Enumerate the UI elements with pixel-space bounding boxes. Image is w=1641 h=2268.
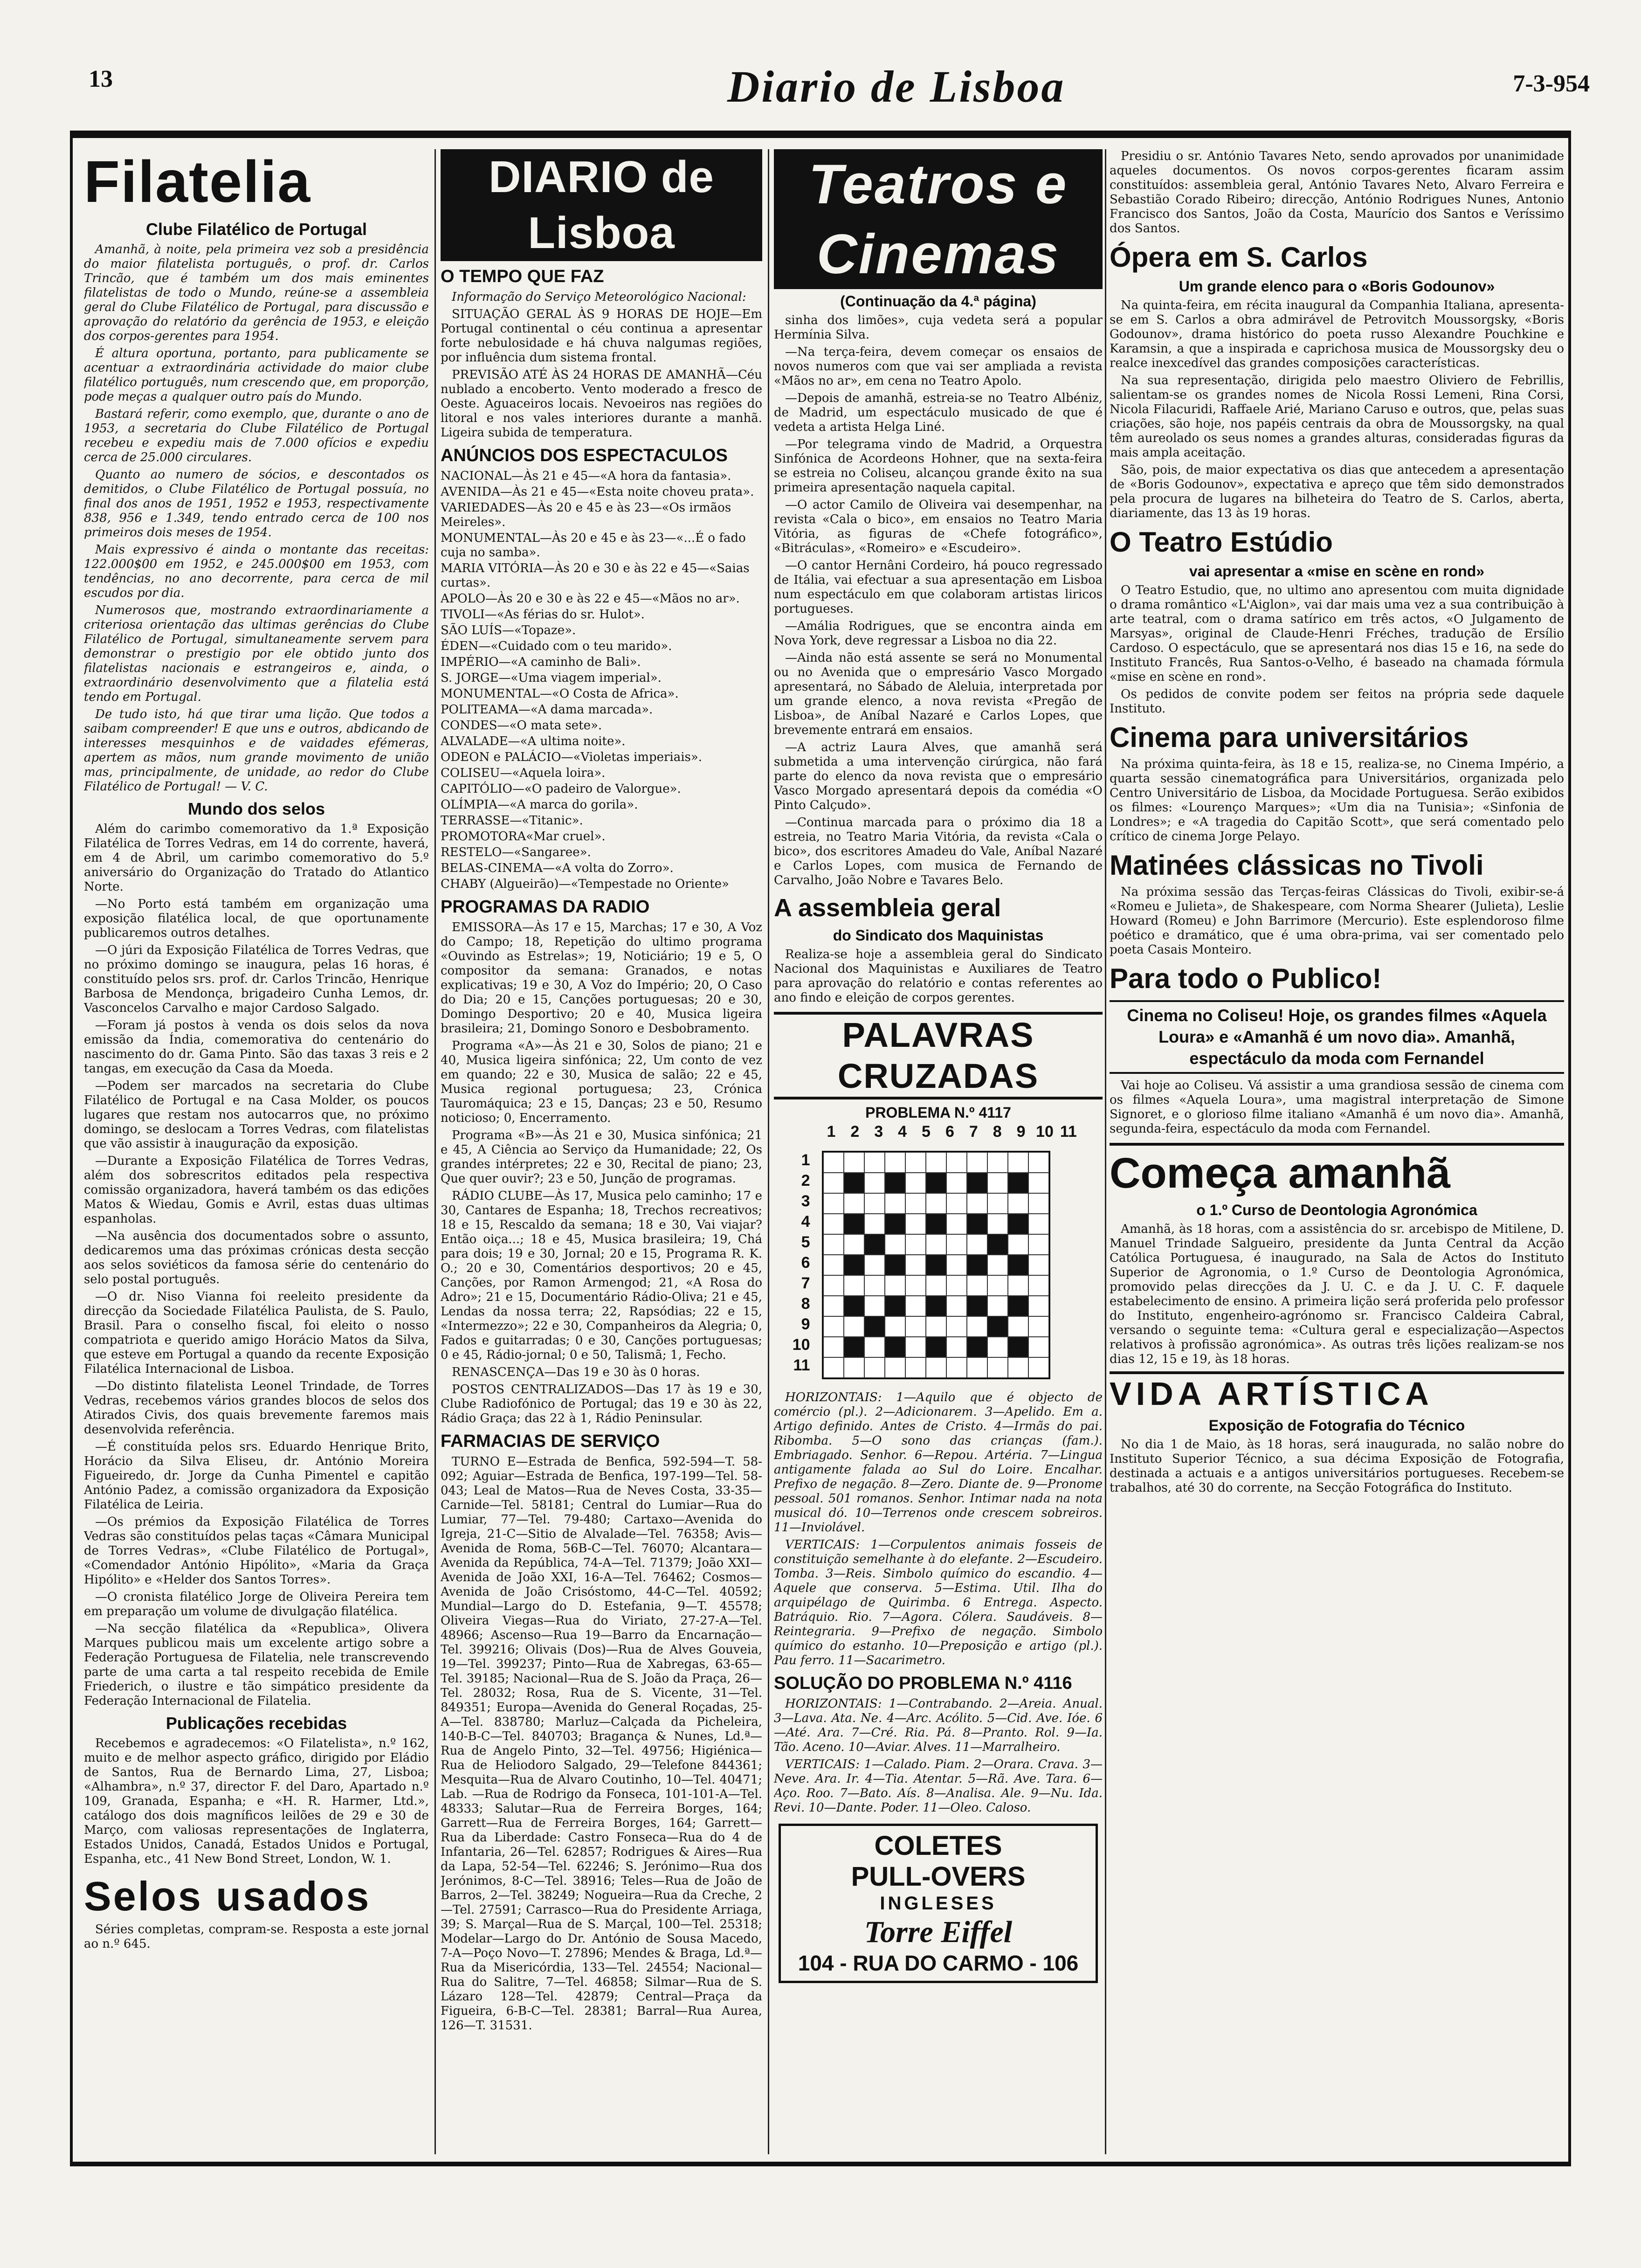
- grid-row-number: 8: [801, 1295, 810, 1313]
- grid-row-number: 9: [801, 1315, 810, 1333]
- list-item: CONDES—«O mata sete».: [441, 719, 602, 733]
- grid-cell: [987, 1357, 1008, 1378]
- paragraph: O Teatro Estudio, que, no ultimo ano apresentou com muita dignidade o drama romântico «L'Aiglon», vai dar mais uma vez a sua contribuição à arte teatral, com o drama satírico em três actos, «O Julgamento de Marsyas», original de Claude-Henri Fréches, tradução de Ersílio Cardoso. O espectáculo, que se apresentará nos dias 15 e 16, na sede do Instituto Francês, Rua Santos-o-Velho, é baseado na chamada fórmula «mise en scène en rond».: [1110, 583, 1564, 684]
- grid-black-cell: [885, 1173, 905, 1193]
- coliseu-announcement: Cinema no Coliseu! Hoje, os grandes filmes «Aquela Loura» e «Amanhã é um novo dia». Amanhã, espectáculo da moda com Fernandel: [1110, 1000, 1564, 1074]
- grid-cell: [844, 1152, 864, 1173]
- grid-cell: [946, 1275, 967, 1296]
- list-item: POLITEAMA—«A dama marcada».: [441, 703, 653, 717]
- grid-column-number: 3: [874, 1123, 883, 1141]
- solution-horizontal: HORIZONTAIS: 1—Contrabando. 2—Areia. Anual. 3—Lava. Ata. Ne. 4—Arc. Acólito. 5—Cid. Ave. Ióe. 6—Até. Ara. 7—Cré. Ria. Pá. 8—Pranto. Rol. 9—Ia. Tão. Aceno. 10—Aviar. Alves. 11—Marralheiro.: [774, 1697, 1103, 1754]
- grid-black-cell: [967, 1173, 987, 1193]
- grid-cell: [1028, 1316, 1049, 1337]
- selos-usados-title: Selos usados: [84, 1873, 371, 1919]
- paragraph: EMISSORA—Às 17 e 15, Marchas; 17 e 30, A Voz do Campo; 18, Repetição do ultimo programa «Ouvindo as Estrelas»; 19, Noticiário; 19 e 5, O compositor da semana: Granados, e notas explicativas; 19 e 30, A Voz do Império; 20, O Caso do Dia; 20 e 15, Canções portuguesas; 20 e 30, Domingo Desportivo; 20 e 40, Musica ligeira brasileira; 21, Domingo Sonoro e Desbobramento.: [441, 920, 762, 1036]
- grid-cell: [823, 1255, 844, 1275]
- list-item: MARIA VITÓRIA—Às 20 e 30 e às 22 e 45—«Saias curtas».: [441, 561, 750, 590]
- grid-black-cell: [967, 1255, 987, 1275]
- paragraph: Programa «A»—Às 21 e 30, Solos de piano; 21 e 40, Musica ligeira sinfónica; 22, Um conto de vez em quando; 22 e 30, Musica de salão; 22 e 45, Musica regional portuguesa; 23, Crónica Tauromáquica; 23 e 15, Danças; 23 e 50, Resumo noticioso; 0, Encerramento.: [441, 1039, 762, 1125]
- paragraph: São, pois, de maior expectativa os dias que antecedem a apresentação de «Boris Godounov», expectativa e apreço que têm sido demonstrados pela procura de lugares na bilheteira do Teatro de S. Carlos, aberta, diariamente, das 13 às 19 horas.: [1110, 463, 1564, 520]
- advertisement-coletes: [779, 1824, 1098, 1983]
- grid-black-cell: [885, 1214, 905, 1234]
- column-numbers: [820, 1125, 1081, 1139]
- list-item: MONUMENTAL—«O Costa de Africa».: [441, 687, 679, 701]
- grid-column-number: 11: [1060, 1123, 1077, 1141]
- grid-cell: [1028, 1214, 1049, 1234]
- grid-black-cell: [1008, 1173, 1028, 1193]
- grid-cell: [905, 1357, 926, 1378]
- paragraph: Vai hoje ao Coliseu. Vá assistir a uma grandiosa sessão de cinema com os filmes «Aquela Loura», uma magistral interpretação de Simone Signoret, e o glorioso filme italiano «Amanhã é um novo dia». Amanhã, segunda-feira, espectáculo da moda com Fernandel.: [1110, 1079, 1564, 1136]
- paragraph: —O cantor Hernâni Cordeiro, há pouco regressado de Itália, vai efectuar a sua apresentação em Lisboa num espectáculo em que colaboram artistas liricos portugueses.: [774, 559, 1103, 616]
- grid-cell: [967, 1152, 987, 1173]
- pharmacy-title: FARMACIAS DE SERVIÇO: [441, 1431, 660, 1451]
- paragraph: Na quinta-feira, em récita inaugural da Companhia Italiana, apresenta-se em S. Carlos a obra admirável de Petrovitch Moussorgsky, «Boris Godounov», drama histórico do poeta russo Alexandre Pouchkine e Karamsin, a que a inspirada e caprichosa musica de Moussorgsky deu o realce inexcedível das grandes composições características.: [1110, 298, 1564, 370]
- grid-cell: [1028, 1275, 1049, 1296]
- grid-cell: [844, 1275, 864, 1296]
- grid-cell: [823, 1173, 844, 1193]
- grid-cell: [905, 1275, 926, 1296]
- grid-black-cell: [967, 1337, 987, 1357]
- grid-cell: [864, 1214, 885, 1234]
- grid-cell: [844, 1234, 864, 1255]
- paragraph: Recebemos e agradecemos: «O Filatelista», n.º 162, muito e de melhor aspecto gráfico, dirigido por Eládio de Santos, Rua de Bernardo Lima, 27, Lisboa; «Alhambra», n.º 37, director F. del Daro, Apartado n.º 109, Granada, Espanha; e «H. R. Harmer, Ltd.», catálogo dos dois magníficos leilões de 29 e 30 de Março, com valiosas representações de Inglaterra, Estados Unidos, Canadá, Estados Unidos e Portugal, Espanha, etc., 41 New Bond Street, London, W. 1.: [84, 1736, 429, 1866]
- list-item: SÃO LUÍS—«Topaze».: [441, 623, 576, 637]
- grid-cell: [987, 1337, 1008, 1357]
- grid-cell: [1008, 1275, 1028, 1296]
- grid-cell: [823, 1316, 844, 1337]
- grid-row-number: 4: [801, 1213, 810, 1231]
- weather-situation: SITUAÇÃO GERAL ÀS 9 HORAS DE HOJE—Em Portugal continental o céu continua a apresentar forte nebulosidade e há chuva nalgumas regiões, por influência dum sistema frontal.: [441, 307, 762, 365]
- vida-artistica-title: VIDA ARTÍSTICA: [1110, 1371, 1564, 1413]
- column-divider: [768, 149, 769, 2154]
- grid-cell: [926, 1275, 946, 1296]
- grid-cell: [1028, 1173, 1049, 1193]
- grid-column-number: 7: [969, 1123, 978, 1141]
- grid-cell: [1028, 1357, 1049, 1378]
- grid-cell: [864, 1173, 885, 1193]
- grid-cell: [987, 1193, 1008, 1214]
- grid-cell: [823, 1152, 844, 1173]
- grid-cell: [1008, 1193, 1028, 1214]
- ad-line: 104 - RUA DO CARMO - 106: [798, 1951, 1079, 1975]
- grid-cell: [967, 1357, 987, 1378]
- grid-cell: [823, 1357, 844, 1378]
- grid-row-number: 3: [801, 1192, 810, 1210]
- list-item: PROMOTORA«Mar cruel».: [441, 830, 606, 844]
- grid-cell: [905, 1337, 926, 1357]
- grid-cell: [823, 1234, 844, 1255]
- estudio-title: O Teatro Estúdio: [1110, 526, 1333, 558]
- grid-cell: [905, 1234, 926, 1255]
- grid-cell: [987, 1214, 1008, 1234]
- paragraph: Amanhã, à noite, pela primeira vez sob a presidência do maior filatelista português, o prof. dr. Carlos Trincão, que é também um dos mais eminentes filatelistas de todo o Mundo, reúne-se a assembleia geral do Clube Filatélico de Portugal, para discussão e aprovação do relatório da gerência de 1953, e eleição dos corpos-gerentes para 1954.: [84, 242, 429, 343]
- grid-row-number: 2: [801, 1172, 810, 1189]
- list-item: TIVOLI—«As férias do sr. Hulot».: [441, 608, 645, 622]
- grid-cell: [946, 1357, 967, 1378]
- grid-row-number: 10: [792, 1336, 810, 1354]
- list-item: ÉDEN—«Cuidado com o teu marido».: [441, 639, 672, 653]
- club-title: Clube Filatélico de Portugal: [145, 220, 367, 239]
- grid-cell: [823, 1193, 844, 1214]
- radio-title: PROGRAMAS DA RADIO: [441, 897, 650, 917]
- weather-title: O TEMPO QUE FAZ: [441, 267, 604, 286]
- column-theatre: [774, 149, 1103, 2154]
- grid-row-number: 1: [801, 1151, 810, 1169]
- grid-cell: [1008, 1152, 1028, 1173]
- matinees-title: Matinées clássicas no Tivoli: [1110, 850, 1484, 881]
- column-divider: [434, 149, 436, 2154]
- grid-black-cell: [987, 1316, 1008, 1337]
- ad-line: INGLESES: [880, 1893, 997, 1914]
- list-item: COLISEU—«Aquela loira».: [441, 766, 606, 780]
- list-item: TERRASSE—«Titanic».: [441, 814, 583, 828]
- paragraph: É altura oportuna, portanto, para publicamente se acentuar a extraordinária actividade do maior clube filatélico português, num crescendo que, em proporção, pode meças a qualquer outro país do Mundo.: [84, 346, 429, 404]
- comeca-title: Começa amanhã: [1110, 1143, 1564, 1198]
- grid-black-cell: [926, 1255, 946, 1275]
- grid-cell: [1008, 1357, 1028, 1378]
- grid-cell: [864, 1296, 885, 1316]
- paragraph: RÁDIO CLUBE—Às 17, Musica pelo caminho; 17 e 30, Cantares de Espanha; 18, Trechos recreativos; 18 e 15, Rescaldo da semana; 18 e 30, Vai viajar? Então oiça...; 18 e 45, Musica brasileira; 19, Chá para dois; 19 e 30, Jornal; 20 e 15, Programa R. K. O.; 20 e 30, Comentários desportivos; 20 e 45, Canções, por Ramon Armengod; 21, «A Rosa do Adro»; 21 e 15, Documentário Rádio-Oliva; 21 e 45, Lendas da nossa terra; 22, Rapsódias; 22 e 15, «Intermezzo»; 22 e 30, Companheiros da Alegria; 0, Fados e guitarradas; 0 e 30, Canções portuguesas; 0 e 45, Rádio-jornal; 0 e 50, Talismã; 1, Fecho.: [441, 1189, 762, 1362]
- grid-black-cell: [844, 1255, 864, 1275]
- paragraph: Na próxima sessão das Terças-feiras Clássicas do Tivoli, exibir-se-á «Romeu e Julieta», de Shakespeare, com Norma Shearer (Julieta), Leslie Howard (Romeu) e John Barrimore (Mercurio). Este esplendoroso filme poético e dramático, que é uma obra-prima, vai ser comentado pelo poeta Casais Monteiro.: [1110, 885, 1564, 957]
- shows-list: [441, 469, 762, 892]
- grid-column-number: 10: [1036, 1123, 1054, 1141]
- grid-black-cell: [926, 1296, 946, 1316]
- list-item: S. JORGE—«Uma viagem imperial».: [441, 671, 662, 685]
- grid-black-cell: [967, 1214, 987, 1234]
- grid-cell: [1028, 1234, 1049, 1255]
- paragraph: No dia 1 de Maio, às 18 horas, será inaugurada, no salão nobre do Instituto Superior Técnico, a sua décima Exposição de Fotografia, destinada a actuais e a antigos universitários portugueses. Recebem-se trabalhos, até 30 do corrente, na Secção Fotográfica do Instituto.: [1110, 1438, 1564, 1495]
- paragraph: De tudo isto, há que tirar uma lição. Que todos a saibam compreender! E que uns e outros, abdicando de interesses mesquinhos e de vaidades efémeras, apertem as mãos, num grande movimento de união mas, principalmente, de unidade, ao redor do Clube Filatélico de Portugal! — V. C.: [84, 707, 429, 794]
- grid-cell: [967, 1234, 987, 1255]
- assembly-title: A assembleia geral: [774, 894, 1001, 922]
- grid-black-cell: [1008, 1255, 1028, 1275]
- ad-line: COLETES: [874, 1831, 1002, 1861]
- grid-black-cell: [885, 1296, 905, 1316]
- grid-cell: [1028, 1255, 1049, 1275]
- grid-cell: [885, 1357, 905, 1378]
- grid-black-cell: [844, 1173, 864, 1193]
- paragraph: Numerosos que, mostrando extraordinariamente a criteriosa orientação das ultimas gerências do Clube Filatélico de Portugal, simultaneamente servem para demonstrar o prestigio por ele obtido junto dos filatelistas nacionais e estrangeiros e, ainda, o extraordinário desenvolvimento que a filatelia está tendo em Portugal.: [84, 603, 429, 704]
- list-item: ODEON e PALÁCIO—«Violetas imperiais».: [441, 750, 703, 764]
- ad-line: Torre Eiffel: [864, 1915, 1013, 1949]
- list-item: AVENIDA—Às 21 e 45—«Esta noite choveu prata».: [441, 485, 754, 499]
- masthead: [51, 51, 1590, 121]
- grid-cell: [1028, 1296, 1049, 1316]
- top-rule: [70, 131, 1571, 138]
- grid-black-cell: [1008, 1296, 1028, 1316]
- grid-black-cell: [1008, 1214, 1028, 1234]
- grid-cell: [987, 1275, 1008, 1296]
- grid-black-cell: [844, 1296, 864, 1316]
- list-item: RESTELO—«Sangaree».: [441, 845, 591, 859]
- grid-column-number: 9: [1016, 1123, 1026, 1141]
- list-item: IMPÉRIO—«A caminho de Bali».: [441, 655, 641, 669]
- grid-column-number: 5: [922, 1123, 931, 1141]
- grid-cell: [885, 1316, 905, 1337]
- grid-cell: [926, 1357, 946, 1378]
- opera-subtitle: Um grande elenco para o «Boris Godounov»: [1179, 278, 1495, 295]
- grid-cell: [823, 1296, 844, 1316]
- grid-cell: [844, 1316, 864, 1337]
- crossword-title: PALAVRAS CRUZADAS: [774, 1012, 1103, 1099]
- grid-cell: [946, 1296, 967, 1316]
- grid-cell: [946, 1234, 967, 1255]
- pharmacy-list: TURNO E—Estrada de Benfica, 592-594—T. 58-092; Aguiar—Estrada de Benfica, 197-199—Tel. 58-043; Leal de Matos—Rua de Neves Costa, 33-35—Carnide—Tel. 58181; Central do Lumiar—Rua do Lumiar, 77—Tel. 79-480; Cartaxo—Avenida do Igreja, 21-C—Sitio de Alvalade—Tel. 76358; Avis—Avenida de Roma, 56B-C—Tel. 76070; Alcantara—Avenida da República, 74-A—Tel. 71379; João XXI—Avenida de João XXI, 16-A—Tel. 76462; Cosmos—Avenida de João Crisóstomo, 44-C—Tel. 40592; Mundial—Largo do D. Estefania, 9—T. 45578; Oliveira Viegas—Rua do Viriato, 27-27-A—Tel. 48966; Ascenso—Rua 19—Barro da Encarnação—Tel. 399216; Olivais (Dos)—Rua de Alves Gouveia, 19—Tel. 399237; Pinto—Rua de Xabregas, 63-65—Tel. 39185; Nacional—Rua de S. João da Praça, 26—Tel. 28032; Rosa, Rua de S. Vicente, 31—Tel. 849351; Europa—Avenida do General Roçadas, 25-A—Tel. 838780; Marluz—Calçada da Picheleira, 140-B-C—Tel. 840703; Bragança & Nunes, Ld.ª—Rua de Angelo Pinto, 32—Tel. 49756; Higiénica—Rua de Heliodoro Salgado, 29—Telefone 844361; Mesquita—Rua de Alvaro Coutinho, 10—Tel. 40471; Lab. —Rua de Rodrigo da Fonseca, 101-101-A—Tel. 48333; Salutar—Rua de Ferreira Borges, 164; Garrett—Rua de Ferreira Borges, 164; Garrett—Rua da Liberdade: Castro Fonseca—Rua do 4 de Infantaria, 26—Tel. 62857; Rodrigues & Aires—Rua da Lapa, 52-54—Tel. 62246; S. Jerónimo—Rua dos Jerónimos, 8-C—Tel. 38916; Teles—Rua de João de Barros, 2—Tel. 38249; Nogueira—Rua da Creche, 2—Tel. 27591; Carrasco—Rua do Presidente Arriaga, 39; S. Marçal—Rua de S. Marçal, 100—Tel. 25318; Modelar—Largo do Dr. António de Sousa Macedo, 7-A—Poço Novo—T. 27896; Mendes & Braga, Ld.ª—Rua da Misericórdia, 133—Tel. 24554; Nacional—Rua do Salitre, 7—Tel. 46858; Silmar—Rua de S. Lázaro 128—Tel. 42879; Central—Praça da Figueira, 6-B-C—Tel. 28381; Barral—Rua Aurea, 126—T. 31531.: [441, 1455, 762, 2033]
- list-item: APOLO—Às 20 e 30 e às 22 e 45—«Mãos no ar».: [441, 592, 740, 606]
- grid-black-cell: [844, 1337, 864, 1357]
- grid-cell: [946, 1255, 967, 1275]
- paragraph: Mais expressivo é ainda o montante das receitas: 122.000$00 em 1952, e 245.000$00 em 1953, com tendências, no ano decorrente, para cerca de mil escudos por dia.: [84, 543, 429, 600]
- grid-row-number: 5: [801, 1233, 810, 1251]
- paragraph: Amanhã, às 18 horas, com a assistência do sr. arcebispo de Mitilene, D. Manuel Trindade Salgueiro, presidente da Junta Central da Acção Católica Portuguesa, é inaugurado, na Sala de Actos do Instituto Superior de Agronomia, o 1.º Curso de Deontologia Agronómica, promovido pelas direcções da J. U. C. e da J. U. C. F. daquele estabelecimento de ensino. A primeira lição será proferida pelo professor do Instituto, engenheiro-agrónomo sr. Francisco Caldeira Cabral, versando o seguinte tema: «Cultura geral e especialização—Aspectos relativos à profissão agronómica». As outras três lições realizam-se nos dias 12, 15 e 19, às 18 horas.: [1110, 1222, 1564, 1366]
- list-item: CHABY (Algueirão)—«Tempestade no Oriente»: [441, 877, 729, 891]
- continuation-note: (Continuação da 4.ª página): [840, 293, 1036, 310]
- crossword-grid: [822, 1151, 1050, 1379]
- grid-cell: [946, 1337, 967, 1357]
- weather-forecast: PREVISÃO ATÉ ÀS 24 HORAS DE AMANHÃ—Céu nublado a encoberto. Vento moderado a fresco de Oeste. Aguaceiros locais. Nevoeiros nas regiões do litoral e nos vales interiores durante a manhã. Ligeira subida de temperatura.: [441, 368, 762, 440]
- paragraph: Programa «B»—Às 21 e 30, Musica sinfónica; 21 e 45, A Ciência ao Serviço da Humanidade; 22, Os grandes intérpretes; 22 e 30, Recital de piano; 23, Que quer ouvir?; 23 e 50, Junção de programas.: [441, 1128, 762, 1186]
- shows-title: ANÚNCIOS DOS ESPECTACULOS: [441, 446, 728, 465]
- row-numbers: [787, 1150, 815, 1376]
- list-item: NACIONAL—Às 21 e 45—«A hora da fantasia».: [441, 469, 731, 483]
- paragraph: —No Porto está também em organização uma exposição filatélica local, de que oportunamente publicaremos outros detalhes.: [84, 897, 429, 940]
- estudio-subtitle: vai apresentar a «mise en scène en rond»: [1189, 563, 1485, 580]
- grid-cell: [926, 1234, 946, 1255]
- clues-vertical: VERTICAIS: 1—Corpulentos animais fosseis de constituição semelhante à do elefante. 2—Escudeiro. Tomba. 3—Reis. Simbolo químico do escandio. 4—Aquele que conserva. 5—Estima. Util. Ilha do arquipélago de Quirimba. 6 Entrega. Aspecto. Batráquio. Rio. 7—Agora. Cólera. Saudáveis. 8—Reintegraria. 9—Prefixo de negação. Simbolo químico do estanho. 10—Preposição e artigo (pl.). Pau ferro. 11—Sacarimetro.: [774, 1538, 1103, 1667]
- paragraph: —O dr. Niso Vianna foi reeleito presidente da direcção da Sociedade Filatélica Paulista, de S. Paulo, Brasil. Para o conselho fiscal, foi eleito o nosso compatriota e querido amigo Horácio Matos da Silva, que esteve em Portugal a quando da recente Exposição Filatélica Internacional de Lisboa.: [84, 1290, 429, 1376]
- grid-black-cell: [926, 1173, 946, 1193]
- grid-row-number: 11: [793, 1356, 810, 1374]
- grid-row-number: 6: [801, 1254, 810, 1272]
- diario-masthead: DIARIO de Lisboa: [441, 149, 762, 261]
- paragraph: Na sua representação, dirigida pelo maestro Oliviero de Febrillis, salientam-se os grandes nomes de Nicola Rossi Lemeni, Rina Corsi, Nicola Filacuridi, Raffaele Arié, Mariano Caruso e outros, que, pelas suas criações, são hoje, nos papéis centrais da obra de Moussorgsky, na qual têm aureolado os seus nomes a grandes alturas, consideradas figuras da mais ampla aceitação.: [1110, 373, 1564, 460]
- bottom-rule: [70, 2162, 1571, 2166]
- grid-black-cell: [1008, 1337, 1028, 1357]
- grid-cell: [864, 1357, 885, 1378]
- grid-cell: [823, 1337, 844, 1357]
- grid-black-cell: [987, 1234, 1008, 1255]
- publico-title: Para todo o Publico!: [1110, 963, 1382, 994]
- grid-black-cell: [864, 1234, 885, 1255]
- paragraph: —O actor Camilo de Oliveira vai desempenhar, na revista «Cala o bico», em ensaios no Teatro Maria Vitória, as figuras de «Chefe fotográfico», «Bitráculas», «Romeiro» e «Escudeiro».: [774, 498, 1103, 555]
- paragraph: Séries completas, compram-se. Resposta a este jornal ao n.º 645.: [84, 1922, 429, 1951]
- grid-cell: [926, 1193, 946, 1214]
- grid-cell: [946, 1173, 967, 1193]
- vida-subtitle: Exposição de Fotografia do Técnico: [1208, 1417, 1465, 1434]
- paragraph: —Durante a Exposição Filatélica de Torres Vedras, além dos sobrescritos editados pela respectiva comissão organizadora, haverá também os das edições Matos & Wiedau, Gomis e Avril, estas duas ultimas espanholas.: [84, 1154, 429, 1226]
- paragraph: Quanto ao numero de sócios, e descontados os demitidos, o Clube Filatélico de Portugal possuía, no final dos anos de 1951, 1952 e 1953, respectivamente 838, 956 e 1.349, tendo entrado cerca de 100 nos primeiros dois meses de 1954.: [84, 468, 429, 539]
- stamps-world-title: Mundo dos selos: [187, 799, 325, 818]
- list-item: OLÍMPIA—«A marca do gorila».: [441, 798, 638, 812]
- column-divider: [1105, 149, 1106, 2154]
- list-item: ALVALADE—«A ultima noite».: [441, 734, 626, 748]
- grid-cell: [905, 1173, 926, 1193]
- grid-cell: [844, 1193, 864, 1214]
- grid-column-number: 6: [945, 1123, 954, 1141]
- paragraph: Os pedidos de convite podem ser feitos na própria sede daquele Instituto.: [1110, 687, 1564, 716]
- grid-column-number: 2: [850, 1123, 860, 1141]
- paragraph: —Continua marcada para o próximo dia 18 a estreia, no Teatro Maria Vitória, da revista «Cala o bico», dos escritores Amadeu do Vale, Aníbal Nazaré e Carlos Lopes, com musica de Fernando de Carvalho, João Nobre e Tavares Belo.: [774, 816, 1103, 887]
- grid-black-cell: [864, 1316, 885, 1337]
- grid-cell: [967, 1193, 987, 1214]
- grid-cell: [905, 1296, 926, 1316]
- paragraph: RENASCENÇA—Das 19 e 30 às 0 horas.: [452, 1365, 700, 1379]
- comeca-subtitle: o 1.º Curso de Deontologia Agronómica: [1196, 1202, 1477, 1218]
- grid-column-number: 4: [898, 1123, 907, 1141]
- paragraph: —A actriz Laura Alves, que amanhã será submetida a uma intervenção cirúrgica, não fará parte do elenco da nova revista que o empresário Vasco Morgado apresentará depois da comédia «O Pinto Calçudo».: [774, 740, 1103, 812]
- grid-cell: [823, 1275, 844, 1296]
- grid-cell: [905, 1214, 926, 1234]
- cinema-univ-title: Cinema para universitários: [1110, 722, 1469, 753]
- list-item: BELAS-CINEMA—«A volta do Zorro».: [441, 861, 674, 875]
- paragraph: —Do distinto filatelista Leonel Trindade, de Torres Vedras, recebemos vários grandes blocos de selos dos Atirados Civis, dos quais brevemente faremos mais desenvolvida referência.: [84, 1379, 429, 1437]
- grid-black-cell: [885, 1337, 905, 1357]
- grid-cell: [1008, 1234, 1028, 1255]
- issue-date: 7-3-954: [1513, 70, 1590, 97]
- grid-cell: [864, 1255, 885, 1275]
- grid-cell: [864, 1193, 885, 1214]
- grid-cell: [967, 1316, 987, 1337]
- grid-cell: [946, 1214, 967, 1234]
- paragraph: POSTOS CENTRALIZADOS—Das 17 às 19 e 30, Clube Radiofónico de Portugal; das 19 e 30 às 22, Rádio Graça; das 22 à 1, Rádio Peninsular.: [441, 1383, 762, 1425]
- paragraph: —O cronista filatélico Jorge de Oliveira Pereira tem em preparação um volume de divulgação filatélica.: [84, 1590, 429, 1618]
- crossword-grid-area: [778, 1125, 1099, 1386]
- paragraph: —Podem ser marcados na secretaria do Clube Filatélico de Portugal e na Casa Molder, os poucos lugares que restam nos autocarros que, no próximo domingo, se deslocam a Torres Vedras, com filatelistas que vão assistir à inauguração da exposição.: [84, 1079, 429, 1151]
- newspaper-title: Diario de Lisboa: [727, 62, 1066, 111]
- weather-source: Informação do Serviço Meteorológico Nacional:: [452, 290, 746, 304]
- grid-cell: [1028, 1152, 1049, 1173]
- paragraph: —Foram já postos à venda os dois selos da nova emissão da Índia, comemorativa do centenário do nascimento do dr. Gama Pinto. São das taxas 3 reis e 2 tangas, em execução da Casa da Moeda.: [84, 1018, 429, 1076]
- grid-cell: [946, 1193, 967, 1214]
- assembly-subtitle: do Sindicato dos Maquinistas: [833, 927, 1044, 944]
- list-item: VARIEDADES—Às 20 e 45 e às 23—«Os irmãos Meireles».: [441, 501, 731, 529]
- club-article: [84, 242, 429, 794]
- theatre-banner: Teatros e Cinemas: [774, 149, 1103, 289]
- paragraph: Presidiu o sr. António Tavares Neto, sendo aprovados por unanimidade aqueles documentos. Os novos corpos-gerentes ficaram assim constituídos: assembleia geral, António Tavares Neto, Alvaro Ferreira e Sebastião Corado Ribeiro; direcção, António Rodrigues Nunes, Antonio Francisco dos Santos, João da Costa, Maurício dos Santos e Veríssimo dos Santos.: [1110, 149, 1564, 235]
- grid-cell: [946, 1316, 967, 1337]
- paragraph: —Os prémios da Exposição Filatélica de Torres Vedras são constituídos pelas taças «Câmara Municipal de Torres Vedras», «Clube Filatélico de Portugal», «Comendador António Hipólito», «Maria da Graça Hipólito» e «Helder dos Santos Torres».: [84, 1515, 429, 1587]
- grid-cell: [905, 1255, 926, 1275]
- filatelia-headline: Filatelia: [84, 149, 311, 214]
- grid-cell: [905, 1193, 926, 1214]
- grid-black-cell: [926, 1337, 946, 1357]
- grid-column-number: 1: [827, 1123, 836, 1141]
- grid-cell: [987, 1296, 1008, 1316]
- grid-row-number: 7: [801, 1274, 810, 1292]
- paragraph: —O júri da Exposição Filatélica de Torres Vedras, que no próximo domingo se inaugura, pelas 16 horas, é constituído pelos srs. prof. dr. Carlos Trincão, Henrique Barbosa de Mendonça, brigadeiro Cunha Lemos, dr. Vasconcelos Carvalho e major Cardoso Salgado.: [84, 943, 429, 1015]
- list-item: MONUMENTAL—Às 20 e 45 e às 23—«...É o fado cuja no samba».: [441, 531, 746, 560]
- grid-cell: [864, 1337, 885, 1357]
- grid-cell: [987, 1152, 1008, 1173]
- paragraph: Realiza-se hoje a assembleia geral do Sindicato Nacional dos Maquinistas e Auxiliares de Teatro para aprovação do relatório e contas referentes ao ano findo e eleição de corpos gerentes.: [774, 947, 1103, 1005]
- grid-cell: [885, 1193, 905, 1214]
- grid-cell: [926, 1152, 946, 1173]
- grid-cell: [1008, 1316, 1028, 1337]
- paragraph: —Amália Rodrigues, que se encontra ainda em Nova York, deve regressar a Lisboa no dia 22.: [774, 619, 1103, 648]
- paragraph: —É constituída pelos srs. Eduardo Henrique Brito, Horácio da Silva Eliseu, dr. António Moreira Figueiredo, dr. Jorge da Cunha Pimentel e capitão António Padez, a comissão organizadora da Exposição Filatélica de Leiria.: [84, 1440, 429, 1512]
- grid-cell: [1028, 1193, 1049, 1214]
- grid-cell: [823, 1214, 844, 1234]
- grid-cell: [905, 1316, 926, 1337]
- solution-title: SOLUÇÃO DO PROBLEMA N.º 4116: [774, 1673, 1072, 1693]
- grid-cell: [885, 1152, 905, 1173]
- publications-title: Publicações recebidas: [165, 1714, 347, 1733]
- grid-cell: [946, 1152, 967, 1173]
- problem-title: PROBLEMA N.º 4117: [865, 1104, 1011, 1121]
- grid-black-cell: [926, 1214, 946, 1234]
- grid-cell: [864, 1275, 885, 1296]
- grid-cell: [864, 1152, 885, 1173]
- solution-vertical: VERTICAIS: 1—Calado. Piam. 2—Orara. Crava. 3—Neve. Ara. Ir. 4—Tia. Atentar. 5—Rã. Ave. Tara. 6—Aço. Roo. 7—Bato. Aís. 8—Analisa. Ale. 9—Nu. Ida. Revi. 10—Dante. Poder. 11—Oleo. Caloso.: [774, 1757, 1103, 1815]
- paragraph: —Depois de amanhã, estreia-se no Teatro Albéniz, de Madrid, um espectáculo musicado de que é vedeta a artista Helga Liné.: [774, 391, 1103, 434]
- grid-cell: [1028, 1337, 1049, 1357]
- list-item: CAPITÓLIO—«O padeiro de Valorgue».: [441, 782, 681, 796]
- column-services: [441, 149, 762, 2154]
- grid-cell: [987, 1255, 1008, 1275]
- ad-line: PULL-OVERS: [851, 1861, 1026, 1892]
- paragraph: Bastará referir, como exemplo, que, durante o ano de 1953, a secretaria do Clube Filatélico de Portugal recebeu e expediu mais de 7.000 ofícios e expediu cerca de 25.000 circulares.: [84, 407, 429, 464]
- paragraph: sinha dos limões», cuja vedeta será a popular Hermínia Silva.: [774, 313, 1103, 342]
- paragraph: —Por telegrama vindo de Madrid, a Orquestra Sinfónica de Acordeons Hohner, que na sexta-feira se estreia no Coliseu, alcançou grande êxito na sua primeira apresentação naquela capital.: [774, 437, 1103, 495]
- clues-horizontal: HORIZONTAIS: 1—Aquilo que é objecto de comércio (pl.). 2—Adicionarem. 3—Apelido. Em a. Artigo definido. Antes de Cristo. 4—Irmãs do pai. Ribomba. 5—O sono das crianças (fam.). Embriagado. Senhor. 6—Repou. Artéria. 7—Lingua antigamente falada ao Sul do Loire. Encalhar. Prefixo de negação. 8—Zero. Diante de. 9—Pronome pessoal. 501 romanos. Senhor. Intimar nada na nota musical dó. 10—Terrenos onde crescem sobreiros. 11—Inviolável.: [774, 1390, 1103, 1535]
- paragraph: Na próxima quinta-feira, às 18 e 15, realiza-se, no Cinema Império, a quarta sessão cinematográfica para Universitários, organizada pelo Centro Universitário de Lisboa, da Mocidade Portuguesa. Serão exibidos os filmes: «Lourenço Marques»; «Um dia na Tunisia»; «Sinfonia de Londres»; e «A tragedia do Capitão Scott», que será comentado pelo crítico de cinema Jorge Pelayo.: [1110, 757, 1564, 844]
- paragraph: —Ainda não está assente se será no Monumental ou no Avenida que o empresário Vasco Morgado apresentará, no Sábado de Aleluia, interpretada por um grande elenco, a nova revista «Pregão de Lisboa», de Aníbal Nazaré e Carlos Lopes, que brevemente entrará em ensaios.: [774, 651, 1103, 737]
- paragraph: —Na terça-feira, devem começar os ensaios de novos numeros com que vai ser ampliada a revista «Mãos no ar», em cena no Teatro Apolo.: [774, 345, 1103, 388]
- column-filatelia: [84, 149, 429, 2154]
- page-number: 13: [89, 66, 113, 92]
- grid-cell: [926, 1316, 946, 1337]
- grid-cell: [987, 1173, 1008, 1193]
- paragraph: —Na ausência dos documentados sobre o assunto, dedicaremos uma das próximas crónicas desta secção aos selos soviéticos da famosa série do centenário do selo postal português.: [84, 1229, 429, 1286]
- grid-column-number: 8: [993, 1123, 1002, 1141]
- grid-cell: [844, 1357, 864, 1378]
- grid-cell: [905, 1152, 926, 1173]
- column-announcements: [1110, 149, 1564, 2154]
- grid-black-cell: [967, 1296, 987, 1316]
- grid-cell: [885, 1275, 905, 1296]
- opera-title: Ópera em S. Carlos: [1110, 242, 1368, 273]
- grid-cell: [885, 1234, 905, 1255]
- paragraph: Além do carimbo comemorativo da 1.ª Exposição Filatélica de Torres Vedras, em 14 do corrente, haverá, em 4 de Abril, um carimbo comemorativo do 5.º aniversário do Organização do Tratado do Atlantico Norte.: [84, 822, 429, 894]
- grid-cell: [967, 1275, 987, 1296]
- paragraph: —Na secção filatélica da «Republica», Olivera Marques publicou mais um excelente artigo sobre a Federação Portuguesa de Filatelia, nele transcrevendo parte de uma carta a tal respeito recebida de Emile Friederich, o ilustre e tão simpático presidente da Federação Internacional de Filatelia.: [84, 1622, 429, 1708]
- grid-black-cell: [844, 1214, 864, 1234]
- grid-black-cell: [885, 1255, 905, 1275]
